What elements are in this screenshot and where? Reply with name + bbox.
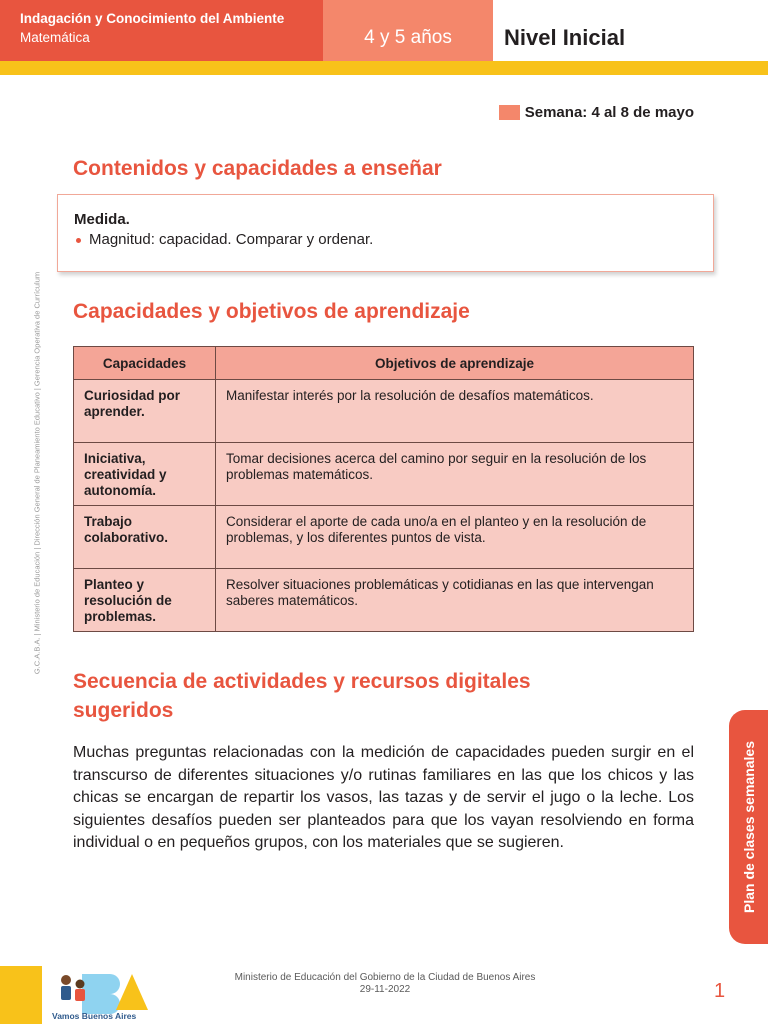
header-age: 4 y 5 años [323,0,493,61]
contents-box [57,194,714,272]
table-row [74,443,694,506]
table-header-objectives: Objetivos de aprendizaje [216,347,694,380]
table-cell-capacity: Iniciativa, creatividad y autonomía. [74,443,216,506]
footer-yellow-block [0,966,42,1024]
table-cell-objective: Resolver situaciones problemáticas y cotidianas en las que intervengan saberes matemáticos. [216,569,694,632]
week-marker-icon [499,105,520,120]
header-divider-bar [0,61,768,75]
page-header [0,0,768,61]
section-title-sequence: Secuencia de actividades y recursos digitales sugeridos [73,670,531,722]
contents-box-title: Medida. [74,211,130,228]
footer-ministry: Ministerio de Educación del Gobierno de la Ciudad de Buenos Aires [234,972,536,983]
contents-box-item-text: Magnitud: capacidad. Comparar y ordenar. [89,231,374,248]
sequence-paragraph: Muchas preguntas relacionadas con la medición de capacidades pueden surgir en el transcurso de diferentes situaciones y/o rutinas familiares en las que los chicos y las chicas se encargan de repartir los vasos, las tazas y de servir el jugo o la leche. Los siguientes desafíos pueden ser planteados para que los vayan resolviendo en forma individual o en pequeños grupos, con los materiales que se sugieren. [73,744,694,852]
header-area: Indagación y Conocimiento del Ambiente [20,11,285,26]
bullet-icon [76,238,81,243]
table-cell-capacity: Trabajo colaborativo. [74,506,216,569]
table-cell-objective: Manifestar interés por la resolución de desafíos matemáticos. [216,380,694,443]
week-text: Semana: 4 al 8 de mayo [524,104,694,121]
table-header-row [74,347,694,380]
footer-text [180,972,590,996]
header-level: Nivel Inicial [493,0,768,61]
contents-box-item [74,230,713,250]
table-row [74,380,694,443]
header-subject: Matemática [20,30,90,45]
side-institution-label: G.C.A.B.A. | Ministerio de Educación | Dirección General de Planeamiento Educativo | Gerencia Operativa de Currículum [32,271,42,675]
table-cell-objective: Tomar decisiones acerca del camino por seguir en la resolución de los problemas matemáticos. [216,443,694,506]
table-cell-objective: Considerar el aporte de cada uno/a en el planteo y en la resolución de problemas, y los diferentes puntos de vista. [216,506,694,569]
page-number: 1 [714,980,726,1002]
table-cell-capacity: Curiosidad por aprender. [74,380,216,443]
weekly-plan-tab-label: Plan de clases semanales [740,741,757,913]
table-cell-capacity: Planteo y resolución de problemas. [74,569,216,632]
table-header-capacities: Capacidades [74,347,216,380]
week-label [499,104,694,121]
logo-text: Vamos Buenos Aires [52,1011,137,1021]
weekly-plan-tab[interactable] [729,710,768,944]
footer-date: 29-11-2022 [359,984,411,995]
table-row [74,569,694,632]
side-institution-text [30,213,44,733]
table-row [74,506,694,569]
header-area-block [0,0,323,61]
section-title-contents: Contenidos y capacidades a enseñar [73,157,442,180]
capacities-table [73,346,694,632]
section-title-capacities: Capacidades y objetivos de aprendizaje [73,300,470,323]
